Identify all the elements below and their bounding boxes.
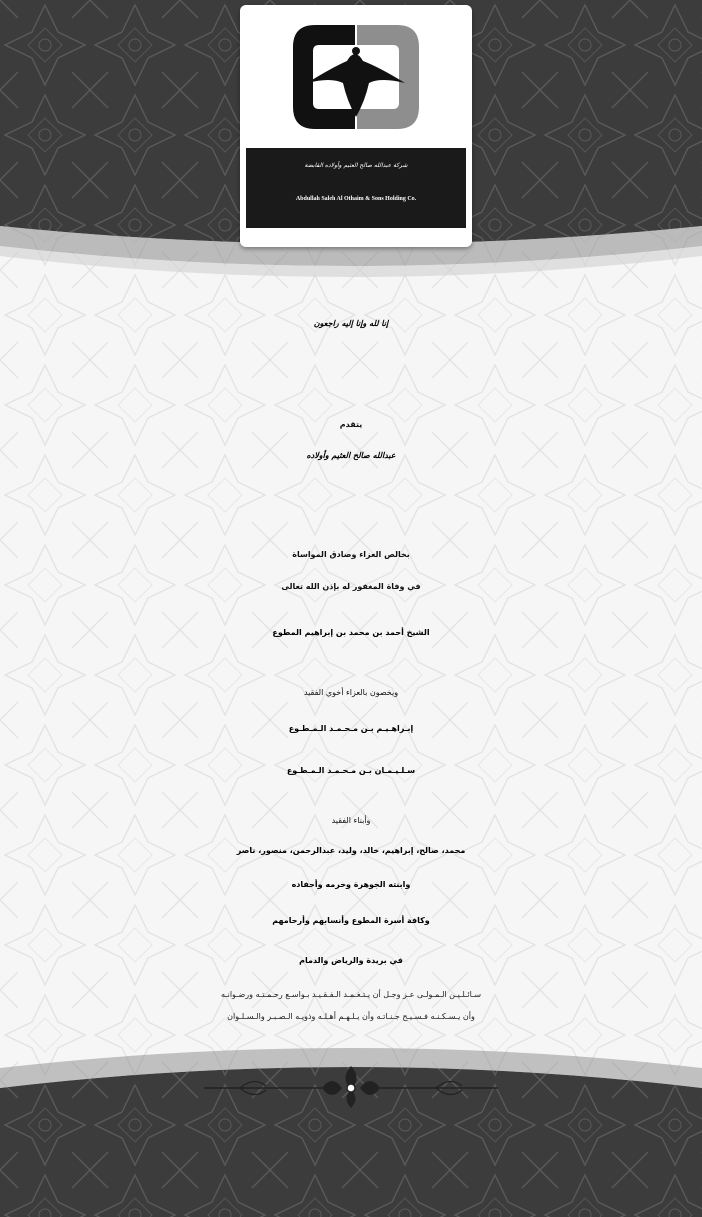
logo-arabic-name: شركة عبدالله صالح العثيم وأولاده القابضة — [304, 162, 408, 169]
company-logo — [240, 5, 472, 247]
prayer-line-2: وأن يـسـكـنـه فـسـيـح جـنـاتـه وأن يـلـهـم أهـلـه وذويـه الـصـبـر والـسـلـوان — [227, 1012, 475, 1021]
floral-ornament-icon — [200, 1064, 502, 1110]
brother-1: إبـراهـيـم بـن مـحـمـد الـمـطـوع — [288, 724, 414, 733]
logo-name-band — [246, 148, 466, 228]
brothers-intro: ويخصون بالعزاء أخوي الفقيد — [303, 688, 399, 697]
prayer-line-1: سـائـلـيـن الـمـولـى عـز وجـل أن يـتـغـمـد الـفـقـيـد بـواسـع رحـمـتـه ورضـوانـه — [220, 990, 482, 999]
condolence-line-2: في وفاة المغفور له بإذن الله تعالى — [281, 582, 421, 591]
cities-line: في بريدة والرياض والدمام — [299, 956, 403, 965]
sons-intro: وأبناء الفقيد — [331, 816, 371, 825]
logo-english-name: Abdullah Saleh Al Othaim & Sons Holding Co. — [295, 196, 417, 202]
brother-2: سـلـيـمـان بـن مـحـمـد الـمـطـوع — [286, 766, 416, 775]
deceased-name: الشيخ أحمد بن محمد بن إبراهيم المطوع — [272, 628, 430, 637]
family-line: وكافة أسرة المطوع وأنسابهم وأرحامهم — [272, 916, 430, 925]
quran-verse: إنا لله وإنا إليه راجعون — [313, 318, 389, 328]
condolence-line-1: بخالص العزاء وصادق المواساة — [292, 550, 410, 559]
daughter-line: وابنته الجوهرة وحرمه وأحفاده — [291, 880, 411, 889]
sons-names: محمد، صالح، إبراهيم، خالد، وليد، عبدالرحمن، منصور، ناصر — [236, 846, 466, 855]
offers-label: يتقدم — [339, 420, 363, 429]
family-name: عبدالله صالح العثيم وأولاده — [306, 450, 396, 460]
othaim-logo-icon — [285, 17, 427, 137]
